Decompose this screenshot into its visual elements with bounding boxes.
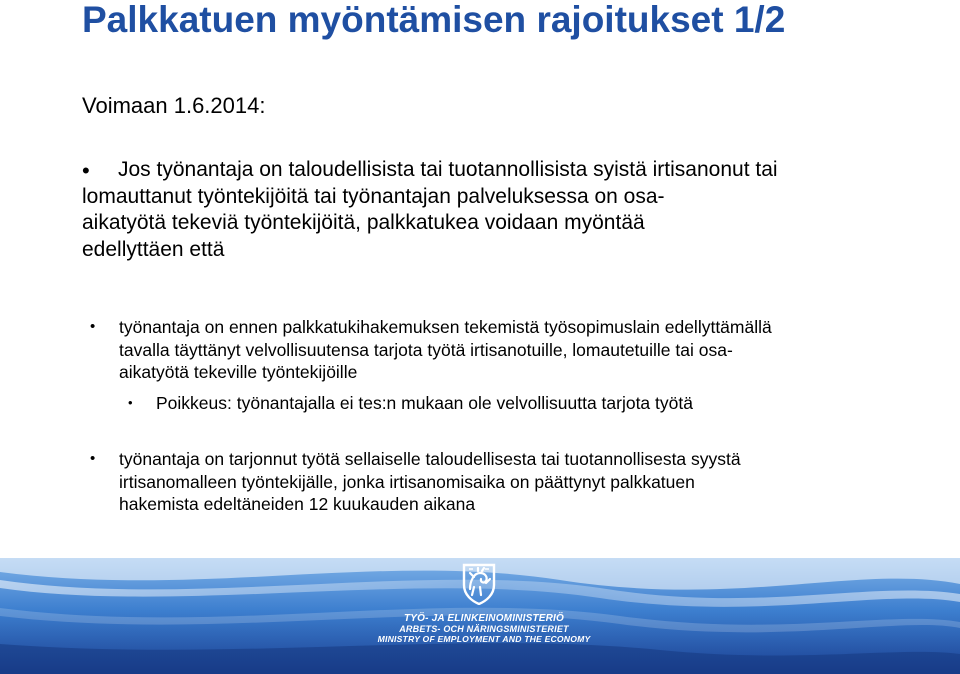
main-bullet [82,157,942,277]
logo-swedish-name: ARBETS- OCH NÄRINGSMINISTERIET [399,624,569,634]
logo-english-name: MINISTRY OF EMPLOYMENT AND THE ECONOMY [377,634,591,644]
sub-bullet-line: hakemista edeltäneiden 12 kuukauden aikana [119,494,476,514]
sub-bullet-line: työnantaja on ennen palkkatukihakemuksen tekemistä työsopimuslain edellyttämällä [119,317,772,337]
sub-bullet-line: irtisanomalleen työntekijälle, jonka irtisanomisaika on päättynyt palkkatuen [119,471,695,492]
sub-bullet-line: työnantaja on tarjonnut työtä sellaiselle taloudellisesta tai tuotannollisesta syystä [119,449,741,469]
page-title: Palkkatuen myöntämisen rajoitukset 1/2 [82,0,786,40]
sub-bullet-line: aikatyötä tekeville työntekijöille [119,362,358,382]
main-bullet-line: edellyttäen että [82,237,225,261]
sub-bullet-line: tavalla täyttänyt velvollisuutensa tarjota työtä irtisanotuille, lomautetuille tai osa- [119,339,733,360]
main-bullet-line: aikatyötä tekeviä työntekijöitä, palkkatukea voidaan myöntää [82,211,645,234]
bullet-dot: • [82,158,90,183]
lion-emblem-icon [460,559,498,605]
ministry-logo [374,556,594,674]
main-bullet-line: Jos työnantaja on taloudellisista tai tuotannollisista syistä irtisanonut tai [118,158,778,181]
sub-sub-bullet-text: Poikkeus: työnantajalla ei tes:n mukaan ole velvollisuutta tarjota työtä [156,393,693,413]
bullet-dot: • [90,450,96,467]
bullet-dot: • [90,318,96,335]
effective-date-label: Voimaan 1.6.2014: [82,93,266,118]
logo-finnish-name: TYÖ- JA ELINKEINOMINISTERIÖ [403,613,565,624]
bullet-dot: • [128,395,133,410]
main-bullet-line: lomauttanut työntekijöitä tai työnantajan palveluksessa on osa- [82,184,665,208]
